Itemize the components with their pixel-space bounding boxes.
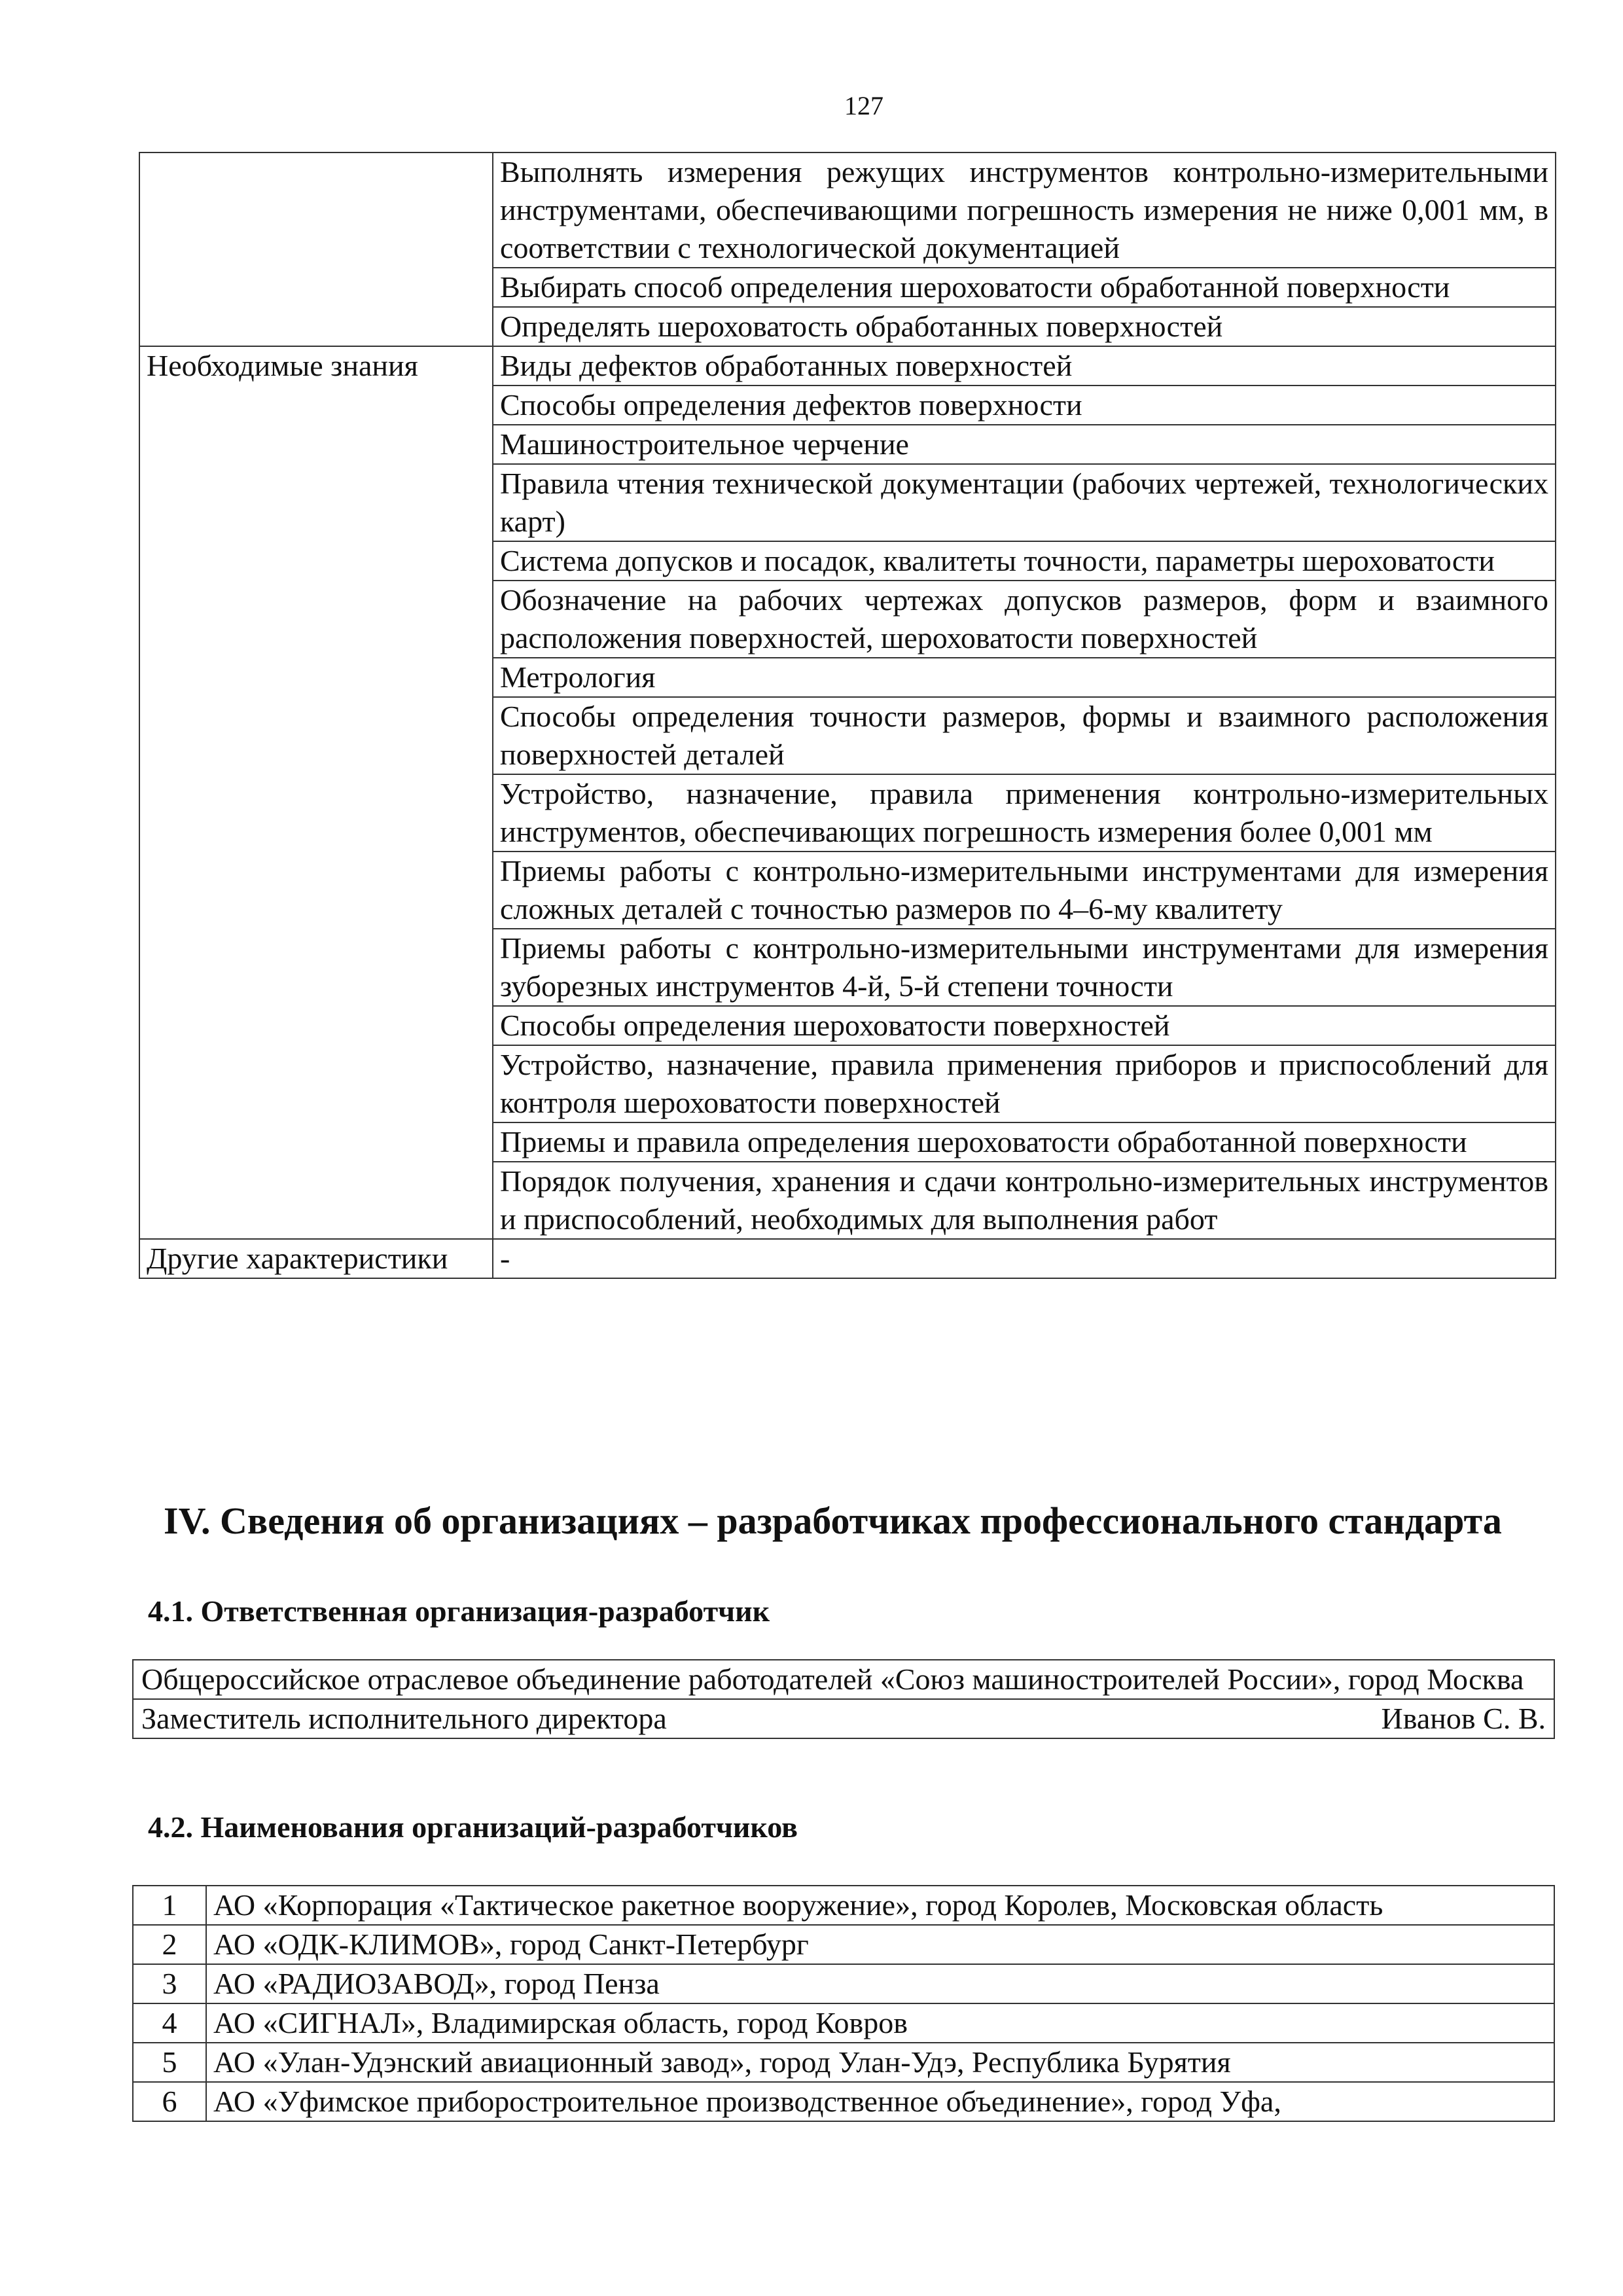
- signatory-position: Заместитель исполнительного директора: [141, 1702, 667, 1735]
- knowledge-cell: Приемы работы с контрольно-измерительными инструментами для измерения сложных деталей с точностью размеров по 4–6-му квалитету: [493, 852, 1556, 929]
- table-row: [139, 774, 1556, 852]
- row-number: 3: [133, 1964, 206, 2003]
- other-characteristics-label: Другие характеристики: [139, 1239, 493, 1278]
- table-row: [133, 1660, 1554, 1699]
- table-row: [133, 1699, 1554, 1738]
- table-row: [133, 1886, 1554, 1925]
- knowledge-cell: Способы определения дефектов поверхности: [493, 386, 1556, 425]
- table-row: [139, 464, 1556, 541]
- table-row: [139, 852, 1556, 929]
- knowledge-cell: Машиностроительное черчение: [493, 425, 1556, 464]
- knowledge-cell: Устройство, назначение, правила применения приборов и приспособлений для контроля шероховатости поверхностей: [493, 1045, 1556, 1122]
- row-number: 5: [133, 2043, 206, 2082]
- row-number: 1: [133, 1886, 206, 1925]
- table-row: [139, 929, 1556, 1006]
- table-row: [133, 1964, 1554, 2003]
- developer-org-name: АО «ОДК-КЛИМОВ», город Санкт-Петербург: [206, 1925, 1554, 1964]
- knowledge-cell: Приемы работы с контрольно-измерительными инструментами для измерения зуборезных инструментов 4-й, 5-й степени точности: [493, 929, 1556, 1006]
- table-row: [139, 697, 1556, 774]
- developer-org-name: АО «Уфимское приборостроительное производственное объединение», город Уфа,: [206, 2082, 1554, 2121]
- table-row: [139, 386, 1556, 425]
- developer-org-name: АО «Корпорация «Тактическое ракетное вооружение», город Королев, Московская область: [206, 1886, 1554, 1925]
- skill-cell: Выбирать способ определения шероховатости обработанной поверхности: [493, 268, 1556, 307]
- knowledge-cell: Метрология: [493, 658, 1556, 697]
- table-row: [133, 1925, 1554, 1964]
- developer-orgs-table: [132, 1885, 1555, 2122]
- table-row: [139, 152, 1556, 268]
- table-row: [133, 2082, 1554, 2121]
- knowledge-cell: Обозначение на рабочих чертежах допусков размеров, форм и взаимного расположения поверхностей, шероховатости поверхностей: [493, 581, 1556, 658]
- table-row: [139, 307, 1556, 346]
- table-row: [139, 658, 1556, 697]
- knowledge-cell: Способы определения точности размеров, формы и взаимного расположения поверхностей деталей: [493, 697, 1556, 774]
- page-number: 127: [844, 91, 883, 120]
- section-iv-title: IV. Сведения об организациях – разработчиках профессионального стандарта: [164, 1499, 1502, 1542]
- skill-cell: Определять шероховатость обработанных поверхностей: [493, 307, 1556, 346]
- knowledge-cell: Система допусков и посадок, квалитеты точности, параметры шероховатости: [493, 541, 1556, 581]
- signatory-name: Иванов С. В.: [1381, 1702, 1546, 1735]
- row-number: 4: [133, 2003, 206, 2043]
- table-row: [139, 1006, 1556, 1045]
- table-row: [139, 1162, 1556, 1239]
- table-row: [139, 1122, 1556, 1162]
- row-number: 2: [133, 1925, 206, 1964]
- competency-table: [139, 152, 1556, 1279]
- table-row: [139, 581, 1556, 658]
- skill-cell: Выполнять измерения режущих инструментов контрольно-измерительными инструментами, обеспечивающими погрешность измерения не ниже 0,001 мм, в соответствии с технологической документацией: [493, 152, 1556, 268]
- table-row: [139, 346, 1556, 386]
- knowledge-cell: Способы определения шероховатости поверхностей: [493, 1006, 1556, 1045]
- table-row: [133, 2003, 1554, 2043]
- subsection-4-2-title: 4.2. Наименования организаций-разработчиков: [148, 1810, 798, 1844]
- knowledge-label: Необходимые знания: [139, 346, 493, 386]
- row-number: 6: [133, 2082, 206, 2121]
- developer-org-name: АО «Улан-Удэнский авиационный завод», город Улан-Удэ, Республика Бурятия: [206, 2043, 1554, 2082]
- other-characteristics-value: -: [493, 1239, 1556, 1278]
- developer-org-name: АО «СИГНАЛ», Владимирская область, город Ковров: [206, 2003, 1554, 2043]
- knowledge-cell: Устройство, назначение, правила применения контрольно-измерительных инструментов, обеспечивающих погрешность измерения более 0,001 мм: [493, 774, 1556, 852]
- table-row: [133, 2043, 1554, 2082]
- table-row: [139, 1239, 1556, 1278]
- table-row: [139, 541, 1556, 581]
- knowledge-cell: Порядок получения, хранения и сдачи контрольно-измерительных инструментов и приспособлений, необходимых для выполнения работ: [493, 1162, 1556, 1239]
- subsection-4-1-title: 4.1. Ответственная организация-разработчик: [148, 1594, 770, 1628]
- table-row: [139, 1045, 1556, 1122]
- table-row: [139, 268, 1556, 307]
- knowledge-cell: Приемы и правила определения шероховатости обработанной поверхности: [493, 1122, 1556, 1162]
- developer-org-name: АО «РАДИОЗАВОД», город Пенза: [206, 1964, 1554, 2003]
- table-row: [139, 425, 1556, 464]
- responsible-org-table: [132, 1659, 1555, 1739]
- responsible-org-name: Общероссийское отраслевое объединение работодателей «Союз машиностроителей России», город Москва: [133, 1660, 1554, 1699]
- knowledge-cell: Виды дефектов обработанных поверхностей: [493, 346, 1556, 386]
- knowledge-cell: Правила чтения технической документации (рабочих чертежей, технологических карт): [493, 464, 1556, 541]
